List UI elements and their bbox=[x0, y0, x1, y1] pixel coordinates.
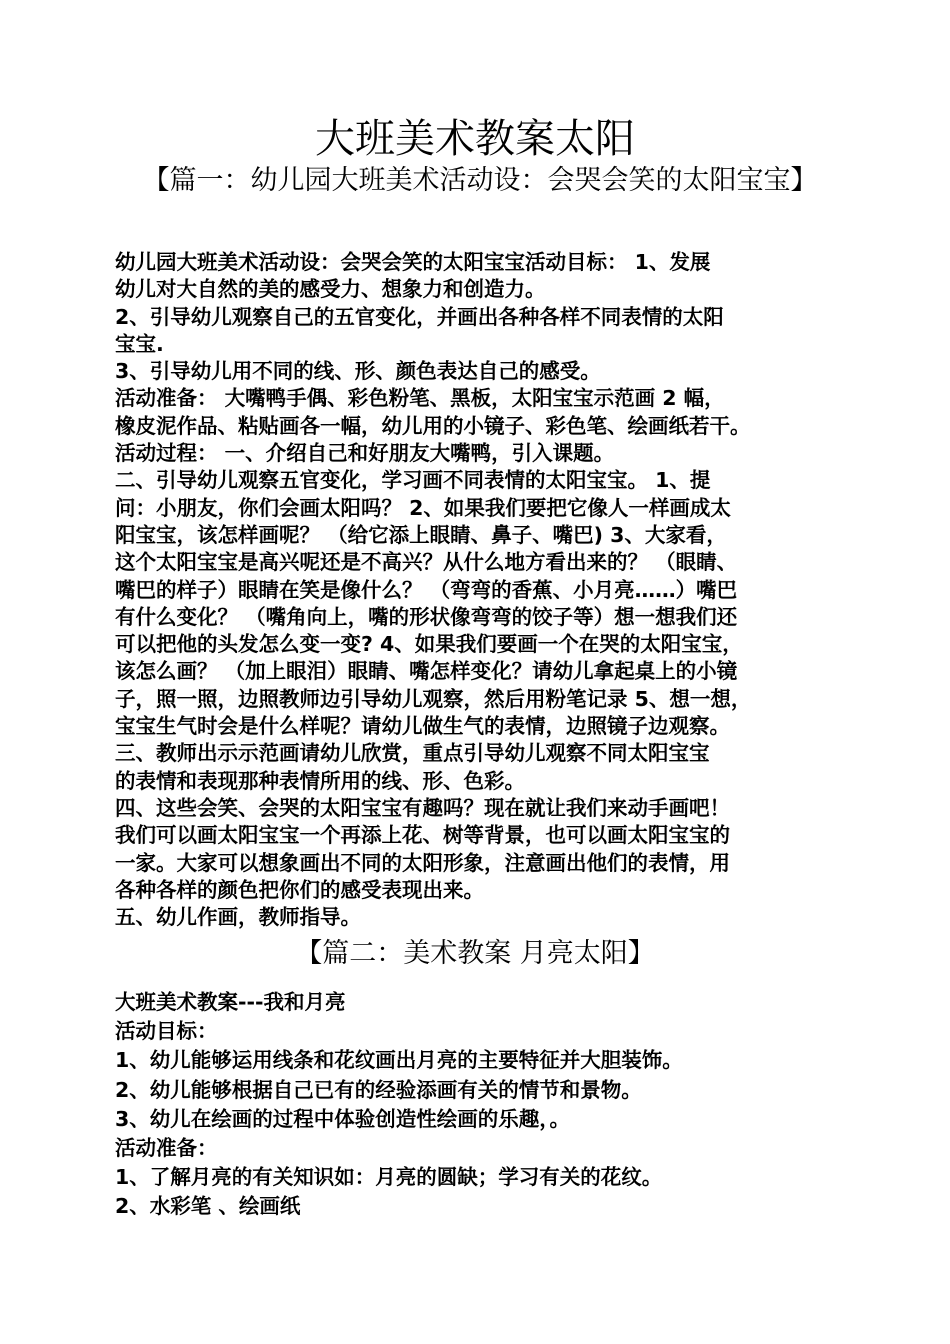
section-1-line: 四、这些会笑、会哭的太阳宝宝有趣吗？现在就让我们来动手画吧！ bbox=[115, 795, 730, 820]
document-title: 大班美术教案太阳 bbox=[315, 116, 635, 162]
section-1-line: 可以把他的头发怎么变一变? 4、如果我们要画一个在哭的太阳宝宝， bbox=[115, 632, 743, 657]
section-1-line: 五、幼儿作画，教师指导。 bbox=[115, 905, 361, 930]
section-1-line: 活动过程： 一、介绍自己和好朋友大嘴鸭，引入课题。 bbox=[115, 441, 615, 466]
section-1-line: 宝宝生气时会是什么样呢？请幼儿做生气的表情，边照镜子边观察。 bbox=[115, 714, 730, 739]
section-1-line: 各种各样的颜色把你们的感受表现出来。 bbox=[115, 877, 484, 902]
section-1-line: 有什么变化？ （嘴角向上，嘴的形状像弯弯的饺子等）想一想我们还 bbox=[115, 604, 738, 629]
section-1-line: 子，照一照，边照教师边引导幼儿观察，然后用粉笔记录 5、想一想， bbox=[115, 686, 752, 711]
section-1-heading: 【篇一：幼儿园大班美术活动设：会哭会笑的太阳宝宝】 bbox=[142, 165, 818, 196]
section-2-line: 大班美术教案---我和月亮 bbox=[115, 990, 346, 1014]
section-1-line: 2、引导幼儿观察自己的五官变化，并画出各种各样不同表情的太阳 bbox=[115, 304, 724, 329]
section-1-line: 橡皮泥作品、粘贴画各一幅，幼儿用的小镜子、彩色笔、绘画纸若干。 bbox=[115, 413, 751, 438]
section-1-line: 嘴巴的样子）眼睛在笑是像什么？ （弯弯的香蕉、小月亮……）嘴巴 bbox=[115, 577, 738, 602]
section-2-line: 2、水彩笔 、绘画纸 bbox=[115, 1194, 301, 1219]
section-1-body bbox=[115, 249, 850, 931]
section-1-line: 问：小朋友，你们会画太阳吗？ 2、如果我们要把它像人一样画成太 bbox=[115, 495, 731, 520]
section-1-line: 幼儿对大自然的美的感受力、想象力和创造力。 bbox=[115, 277, 546, 302]
section-1-line: 宝宝. bbox=[115, 331, 164, 356]
section-2-heading: 【篇二：美术教案 月亮太阳】 bbox=[295, 938, 655, 969]
section-1-line: 该怎么画？ （加上眼泪）眼睛、嘴怎样变化？请幼儿拿起桌上的小镜 bbox=[115, 659, 738, 684]
section-1-line: 活动准备： 大嘴鸭手偶、彩色粉笔、黑板，太阳宝宝示范画 2 幅， bbox=[115, 386, 725, 411]
section-2-line: 活动准备： bbox=[115, 1136, 218, 1161]
section-1-line: 一家。大家可以想象画出不同的太阳形象，注意画出他们的表情，用 bbox=[115, 850, 730, 875]
section-1-line: 的表情和表现那种表情所用的线、形、色彩。 bbox=[115, 768, 525, 793]
section-1-line: 阳宝宝，该怎样画呢？ （给它添上眼睛、鼻子、嘴巴) 3、大家看， bbox=[115, 522, 727, 547]
section-2-line: 1、幼儿能够运用线条和花纹画出月亮的主要特征并大胆装饰。 bbox=[115, 1048, 683, 1073]
section-2-line: 1、了解月亮的有关知识如：月亮的圆缺；学习有关的花纹。 bbox=[115, 1165, 663, 1190]
section-2-line: 活动目标： bbox=[115, 1019, 218, 1044]
section-2-line: 3、幼儿在绘画的过程中体验创造性绘画的乐趣，。 bbox=[115, 1106, 571, 1131]
section-1-line: 我们可以画太阳宝宝一个再添上花、树等背景，也可以画太阳宝宝的 bbox=[115, 823, 730, 848]
section-2-body bbox=[115, 988, 850, 1222]
section-2-line: 2、幼儿能够根据自己已有的经验添画有关的情节和景物。 bbox=[115, 1077, 642, 1102]
section-1-line: 二、引导幼儿观察五官变化，学习画不同表情的太阳宝宝。 1、提 bbox=[115, 468, 711, 493]
section-1-line: 三、教师出示示范画请幼儿欣赏，重点引导幼儿观察不同太阳宝宝 bbox=[115, 741, 710, 766]
section-1-line: 这个太阳宝宝是高兴呢还是不高兴？从什么地方看出来的？ （眼睛、 bbox=[115, 550, 738, 575]
section-1-line: 幼儿园大班美术活动设：会哭会笑的太阳宝宝活动目标： 1、发展 bbox=[115, 250, 711, 274]
section-1-line: 3、引导幼儿用不同的线、形、颜色表达自己的感受。 bbox=[115, 359, 601, 384]
